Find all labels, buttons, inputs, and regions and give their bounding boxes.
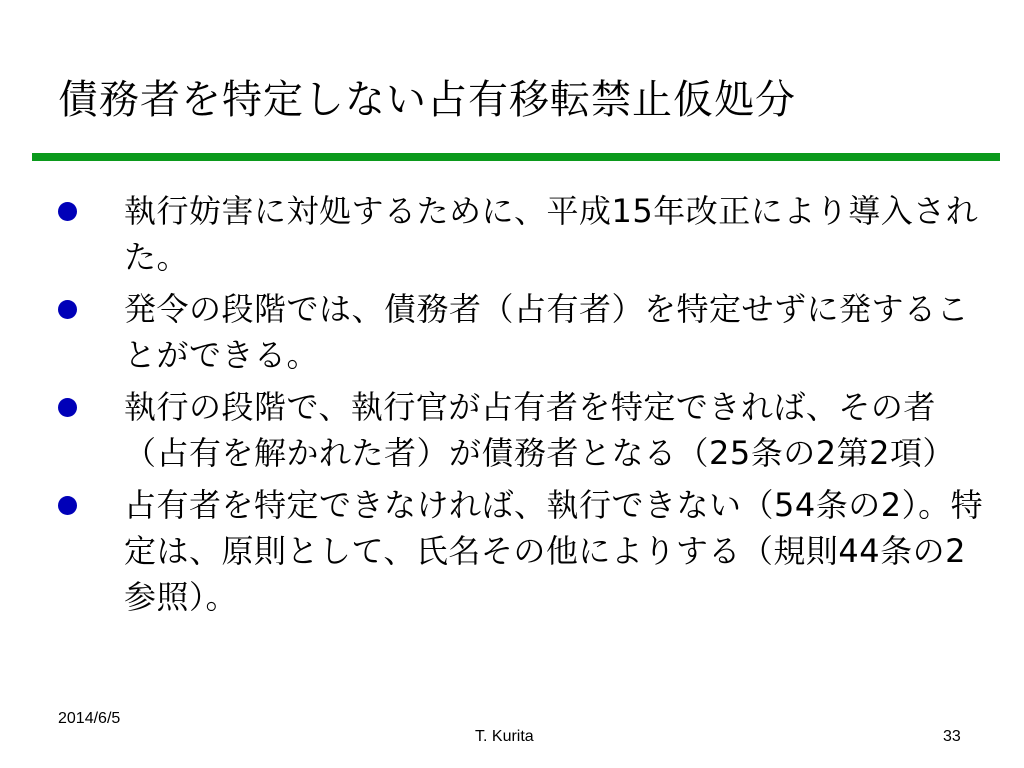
bullet-list (56, 188, 986, 626)
bullet-item (56, 286, 986, 378)
bullet-dot-icon (58, 202, 77, 221)
bullet-item (56, 482, 986, 620)
bullet-text: 執行妨害に対処するために、平成15年改正により導入された。 (124, 192, 979, 276)
bullet-text: 占有者を特定できなければ、執行できない（54条の2）。特定は、原則として、氏名その他によりする（規則44条の2参照）。 (124, 486, 984, 616)
slide-title: 債務者を特定しない占有移転禁止仮処分 (58, 77, 796, 123)
bullet-dot-icon (58, 398, 77, 417)
title-divider (32, 153, 1000, 161)
bullet-item (56, 384, 986, 476)
bullet-dot-icon (58, 496, 77, 515)
page-number: 33 (943, 728, 961, 745)
bullet-text: 執行の段階で、執行官が占有者を特定できれば、その者（占有を解かれた者）が債務者となる（25条の2第2項） (124, 388, 955, 472)
bullet-item (56, 188, 986, 280)
footer-author: T. Kurita (475, 728, 534, 745)
bullet-text: 発令の段階では、債務者（占有者）を特定せずに発することができる。 (124, 290, 970, 374)
bullet-dot-icon (58, 300, 77, 319)
footer-date: 2014/6/5 (58, 710, 121, 727)
